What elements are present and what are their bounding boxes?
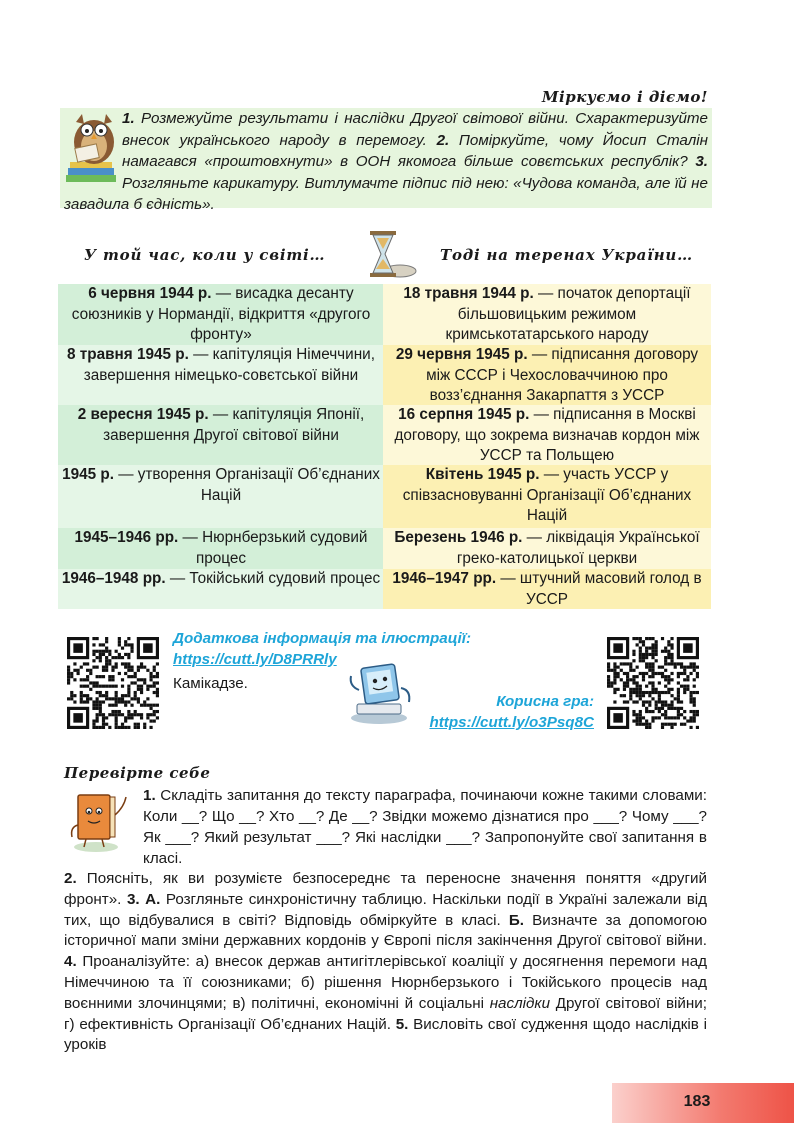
world-event-cell bbox=[58, 465, 384, 528]
additional-info-title: Додаткова інформація та ілюстрації: bbox=[173, 630, 472, 647]
qr-code-icon[interactable] bbox=[67, 637, 159, 729]
world-events-column bbox=[58, 284, 384, 609]
additional-info-link[interactable]: https://cutt.ly/D8PRRly bbox=[173, 651, 337, 668]
world-event-text: — капітуляція Німеччини, завершення німецько-совєтської війни bbox=[83, 346, 375, 384]
ukraine-event-cell bbox=[383, 284, 711, 345]
check-q2-text: Поясніть, як ви розумієте безпосереднє та переносне значення поняття «другий фронт». bbox=[64, 870, 707, 908]
ukraine-events-column bbox=[383, 284, 711, 609]
world-event-date: 1945 р. bbox=[62, 466, 114, 483]
world-event-date: 1946–1948 рр. bbox=[61, 570, 166, 587]
world-event-text: — Токійський судовий процес bbox=[165, 570, 381, 587]
check-q4b-text: Другої світової війни; г) ефективність Організації Об’єднаних Націй. bbox=[64, 994, 707, 1033]
check-questions-2-5 bbox=[64, 869, 707, 1056]
ukraine-event-date: Квітень 1945 р. bbox=[425, 466, 540, 483]
ukraine-event-text: — підписання в Москві договору, що зокрема визначав кордон між УССР та Польщею bbox=[394, 406, 700, 464]
hourglass-icon bbox=[350, 229, 420, 279]
world-event-text: — висадка десанту союзників у Нормандії, відкриття «другого фронту» bbox=[71, 285, 371, 343]
world-event-cell bbox=[58, 405, 384, 465]
world-event-text: — капітуляція Японії, завершення Другої світової війни bbox=[103, 406, 365, 444]
ukraine-event-cell bbox=[383, 405, 711, 465]
check-q2-number: 2. bbox=[64, 870, 77, 887]
ukraine-column-heading: Тоді на теренах України… bbox=[440, 246, 693, 264]
ukraine-event-date: 16 серпня 1945 р. bbox=[398, 406, 530, 423]
additional-info-caption: Камікадзе. bbox=[173, 675, 248, 692]
useful-game-title: Корисна гра: bbox=[496, 693, 594, 710]
think-q2-number: 2. bbox=[436, 131, 450, 149]
world-event-cell bbox=[58, 284, 384, 345]
ukraine-event-date: 29 червня 1945 р. bbox=[395, 346, 528, 363]
check-q4-number: 4. bbox=[64, 953, 77, 971]
ukraine-event-date: 18 травня 1944 р. bbox=[403, 285, 534, 302]
check-q4-emphasis: наслідки bbox=[489, 994, 551, 1012]
ukraine-event-date: Березень 1946 р. bbox=[394, 529, 523, 546]
world-event-date: 8 травня 1945 р. bbox=[67, 346, 189, 363]
think-act-heading: Міркуємо і діємо! bbox=[541, 88, 708, 106]
computer-character-icon bbox=[343, 660, 417, 726]
qr-code-icon[interactable] bbox=[607, 637, 699, 729]
world-event-date: 1945–1946 рр. bbox=[74, 529, 179, 546]
ukraine-event-text: — початок депортації більшовицьким режимом кримськотатарського народу bbox=[445, 285, 691, 343]
ukraine-event-cell bbox=[383, 465, 711, 528]
page-number: 183 bbox=[683, 1093, 711, 1110]
useful-game-link[interactable]: https://cutt.ly/o3Psq8C bbox=[429, 714, 594, 731]
world-event-text: — Нюрнберзький судовий процес bbox=[178, 529, 368, 567]
think-q2: Поміркуйте, чому Йосип Сталін намагався «проштовхнути» в ООН якомога більше совєтських республік? bbox=[122, 131, 708, 170]
world-event-cell bbox=[58, 528, 384, 569]
check-q5-number: 5. bbox=[395, 1015, 409, 1033]
ukraine-event-text: — ліквідація Української греко-католицької церкви bbox=[456, 529, 700, 567]
ukraine-event-cell bbox=[383, 569, 711, 609]
world-event-cell bbox=[58, 569, 384, 609]
world-event-cell bbox=[58, 345, 384, 405]
book-character-icon bbox=[66, 785, 132, 855]
ukraine-event-cell bbox=[383, 345, 711, 405]
check-q3b-number: Б. bbox=[508, 911, 525, 929]
check-q3-number: 3. А. bbox=[126, 890, 161, 908]
check-q3a-text: Розгляньте синхроністичну таблицю. Наскільки події в Україні залежали від тих, що відбувалися в світі? Відповідь обміркуйте в класі. bbox=[64, 890, 708, 929]
check-yourself-heading: Перевірте себе bbox=[64, 764, 211, 782]
think-q3: Розгляньте карикатуру. Витлумачте підпис під нею: «Чудова команда, але їй не завадила б єдність». bbox=[64, 174, 708, 213]
check-q5-text: Висловіть свої судження щодо наслідків і уроків bbox=[64, 1015, 708, 1054]
ukraine-event-cell bbox=[383, 528, 711, 569]
think-act-text bbox=[64, 108, 708, 216]
think-q1-number: 1. bbox=[122, 110, 135, 127]
world-event-date: 2 вересня 1945 р. bbox=[77, 406, 209, 423]
owl-reading-icon bbox=[64, 110, 120, 188]
world-column-heading: У той час, коли у світі… bbox=[84, 246, 326, 264]
check-question-1 bbox=[143, 785, 707, 869]
ukraine-event-text: — підписання договору між СССР і Чехословаччиною про возз’єднання Закарпаття з УССР bbox=[426, 346, 699, 404]
check-q1-text: Складіть запитання до тексту параграфа, починаючи кожне такими словами: Коли __? Що __? Хто __? Де __? Звідки можемо дізнатися про ___? Чому ___? Як ___? Який результат ___? Які наслідки ___? Запропонуйте свої запитання в класі. bbox=[143, 787, 707, 867]
think-q1: Розмежуйте результати і наслідки Другої світової війни. Схарактеризуйте внесок українського народу в перемогу. bbox=[122, 110, 708, 149]
think-q3-number: 3. bbox=[695, 153, 708, 170]
world-event-date: 6 червня 1944 р. bbox=[88, 285, 212, 302]
check-q1-number: 1. bbox=[143, 787, 156, 804]
ukraine-event-text: — штучний масовий голод в УССР bbox=[496, 570, 702, 608]
world-event-text: — утворення Організації Об’єднаних Націй bbox=[113, 466, 380, 504]
ukraine-event-text: — участь УССР у співзасновуванні Організації Об’єднаних Націй bbox=[402, 466, 692, 524]
check-q3b-text: Визначте за допомогою історичної мапи зміни державних кордонів у Європі після закінчення Другої світової війни. bbox=[64, 911, 708, 950]
check-q4a-text: Проаналізуйте: а) внесок держав антигітлерівської коаліції у досягнення перемоги над Німеччиною та її союзниками; б) рішення Нюрнберзького і Токійського процесів над воєнними злочинцями; в) політичні, економічні й соціальні bbox=[64, 953, 707, 1012]
ukraine-event-date: 1946–1947 рр. bbox=[392, 570, 497, 587]
